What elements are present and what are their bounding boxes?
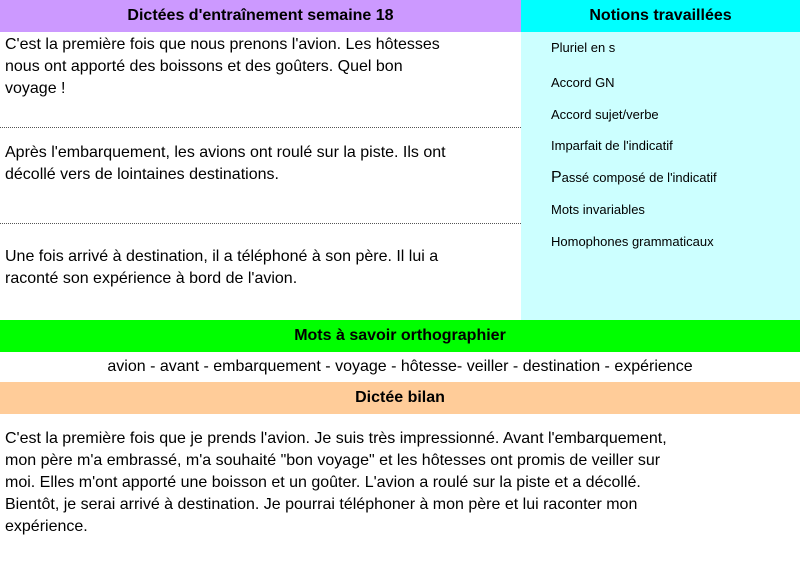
final-dictation-line: expérience. (5, 518, 88, 535)
notion-rest: assé composé de l'indicatif (561, 170, 717, 185)
final-dictation-line: C'est la première fois que je prends l'avion. Je suis très impressionné. Avant l'embarquement, (5, 430, 667, 447)
notion-first-letter: P (551, 169, 562, 186)
notion-item: Accord GN (551, 75, 615, 90)
weekly-dictation-title: Dictées d'entraînement semaine 18 (0, 0, 521, 32)
notion-item (551, 169, 717, 187)
dictation-1 (0, 33, 521, 128)
dictation-1-line: nous ont apporté des boissons et des goûters. Quel bon (5, 58, 403, 75)
spelling-words-title: Mots à savoir orthographier (0, 320, 800, 352)
notion-item: Accord sujet/verbe (551, 107, 659, 122)
final-dictation-line: moi. Elles m'ont apporté une boisson et un goûter. L'avion a roulé sur la piste et a décollé. (5, 474, 641, 491)
dictation-2 (0, 128, 521, 224)
dictation-1-line: voyage ! (5, 80, 66, 97)
final-dictation-line: mon père m'a embrassé, m'a souhaité "bon voyage" et les hôtesses ont promis de veiller sur (5, 452, 661, 469)
notion-item: Pluriel en s (551, 40, 616, 55)
dictation-3-line: raconté son expérience à bord de l'avion. (5, 270, 298, 287)
notion-item: Homophones grammaticaux (551, 234, 714, 249)
notion-item: Imparfait de l'indicatif (551, 138, 673, 153)
final-dictation-line: Bientôt, je serai arrivé à destination. Je pourrai téléphoner à mon père et lui raconter mon (5, 496, 638, 513)
notions-title: Notions travaillées (521, 0, 800, 32)
notions-panel (521, 32, 800, 320)
dictation-2-line: décollé vers de lointaines destinations. (5, 166, 279, 183)
notion-item: Mots invariables (551, 202, 645, 217)
spelling-words-list: avion - avant - embarquement - voyage - hôtesse- veiller - destination - expérience (107, 358, 693, 375)
final-dictation-title: Dictée bilan (0, 382, 800, 414)
dictation-3-line: Une fois arrivé à destination, il a téléphoné à son père. Il lui a (5, 248, 439, 265)
dictation-3 (0, 224, 521, 320)
final-dictation-text (0, 414, 800, 576)
dictation-2-line: Après l'embarquement, les avions ont roulé sur la piste. Ils ont (5, 144, 446, 161)
dictation-1-line: C'est la première fois que nous prenons l'avion. Les hôtesses (5, 36, 440, 53)
